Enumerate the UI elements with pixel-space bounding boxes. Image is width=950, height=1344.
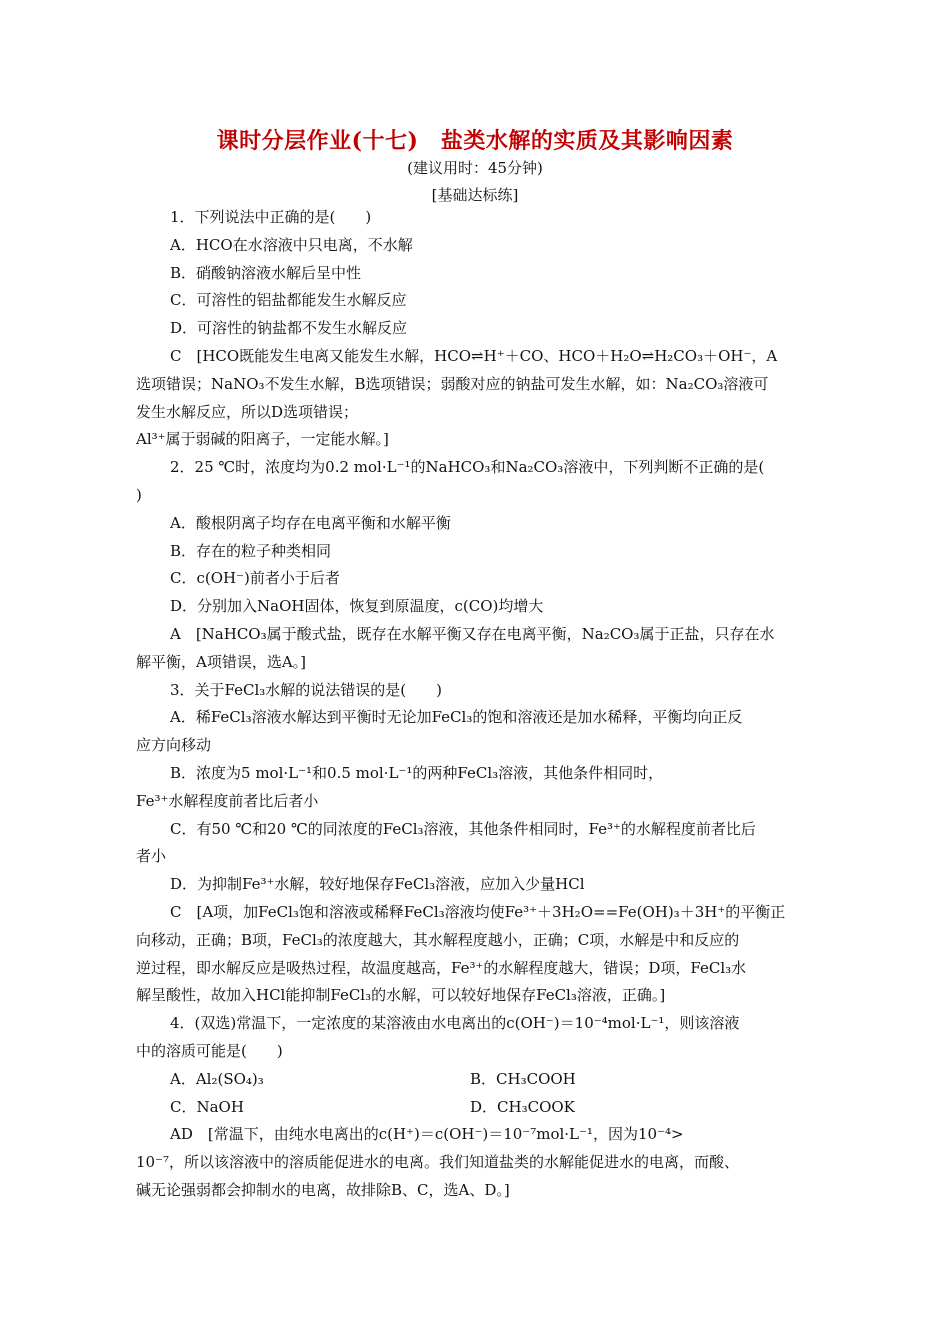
- time-hint: (建议用时：45分钟): [407, 159, 543, 177]
- q4-option-d: D．CH₃COOK: [470, 1097, 575, 1116]
- q4-answer-line: AD [常温下，由纯水电离出的c(H⁺)＝c(OH⁻)＝10⁻⁷mol·L⁻¹，因为10⁻⁴>: [170, 1125, 684, 1144]
- q3-option-line: A．稀FeCl₃溶液水解达到平衡时无论加FeCl₃的饱和溶液还是加水稀释，平衡均向正反: [170, 708, 743, 727]
- q1-stem: 1．下列说法中正确的是( ): [170, 208, 372, 226]
- q3-answer-line: 向移动，正确；B项，FeCl₃的浓度越大，其水解程度越小，正确；C项，水解是中和反应的: [136, 930, 740, 949]
- q3-option-line: D．为抑制Fe³⁺水解，较好地保存FeCl₃溶液，应加入少量HCl: [170, 875, 585, 894]
- q3-option-line: 者小: [136, 847, 167, 866]
- content: [136, 204, 816, 1205]
- q3-option-line: Fe³⁺水解程度前者比后者小: [136, 791, 319, 810]
- q1-answer-line: 选项错误；NaNO₃不发生水解，B选项错误；弱酸对应的钠盐可发生水解，如：Na₂CO₃溶液可: [136, 374, 769, 393]
- q2-option-d: D．分别加入NaOH固体，恢复到原温度，c(CO)均增大: [170, 597, 544, 616]
- q2-option-a: A．酸根阴离子均存在电离平衡和水解平衡: [170, 513, 451, 532]
- q3-option-line: 应方向移动: [136, 736, 212, 755]
- q4-answer-line: 10⁻⁷，所以该溶液中的溶质能促进水的电离。我们知道盐类的水解能促进水的电离，而酸、: [136, 1153, 740, 1172]
- q2-answer-line: A [NaHCO₃属于酸式盐，既存在水解平衡又存在电离平衡，Na₂CO₃属于正盐，只存在水: [170, 624, 775, 643]
- q2-option-b: B．存在的粒子种类相同: [170, 541, 332, 560]
- q3-stem: 3．关于FeCl₃水解的说法错误的是( ): [170, 680, 443, 699]
- q4-answer-line: 碱无论强弱都会抑制水的电离，故排除B、C，选A、D。]: [136, 1180, 510, 1199]
- q4-option-b: B．CH₃COOH: [470, 1069, 576, 1088]
- q2-option-c: C．c(OH⁻)前者小于后者: [170, 569, 340, 588]
- q1-answer-line: Al³⁺属于弱碱的阳离子，一定能水解。]: [136, 430, 389, 449]
- q1-option-b: B．硝酸钠溶液水解后呈中性: [170, 263, 362, 282]
- q4-stem-line: 中的溶质可能是( ): [136, 1041, 283, 1060]
- q4-option-c: C．NaOH: [170, 1097, 244, 1116]
- q1-option-d: D．可溶性的钠盐都不发生水解反应: [170, 319, 408, 338]
- q2-stem-line: ): [136, 485, 142, 504]
- q1-answer-line: C [HCO既能发生电离又能发生水解，HCO⇌H⁺＋CO、HCO＋H₂O⇌H₂CO₃＋OH⁻，A: [170, 346, 778, 365]
- q3-option-line: C．有50 ℃和20 ℃的同浓度的FeCl₃溶液，其他条件相同时，Fe³⁺的水解程度前者比后: [170, 819, 756, 838]
- q2-stem-line: 2．25 ℃时，浓度均为0.2 mol·L⁻¹的NaHCO₃和Na₂CO₃溶液中，下列判断不正确的是(: [170, 458, 765, 477]
- q4-stem-line: 4．(双选)常温下，一定浓度的某溶液由水电离出的c(OH⁻)＝10⁻⁴mol·L⁻¹，则该溶液: [170, 1014, 740, 1033]
- q3-option-line: B．浓度为5 mol·L⁻¹和0.5 mol·L⁻¹的两种FeCl₃溶液，其他条件相同时，: [170, 763, 664, 782]
- q1-option-a: A．HCO在水溶液中只电离，不水解: [170, 235, 413, 254]
- section-heading: [基础达标练]: [431, 186, 519, 204]
- q3-answer-line: 解呈酸性，故加入HCl能抑制FeCl₃的水解，可以较好地保存FeCl₃溶液，正确。]: [136, 986, 666, 1005]
- q4-options-row: [136, 1094, 816, 1122]
- page-title: 课时分层作业(十七) 盐类水解的实质及其影响因素: [216, 128, 734, 154]
- q3-answer-line: 逆过程，即水解反应是吸热过程，故温度越高，Fe³⁺的水解程度越大，错误；D项，FeCl₃水: [136, 958, 747, 977]
- q2-answer-line: 解平衡，A项错误，选A。]: [136, 652, 307, 671]
- q1-answer-line: 发生水解反应，所以D选项错误；: [136, 402, 359, 421]
- q4-option-a: A．Al₂(SO₄)₃: [170, 1069, 264, 1088]
- q1-option-c: C．可溶性的铝盐都能发生水解反应: [170, 291, 407, 310]
- q4-options-row: [136, 1066, 816, 1094]
- q3-answer-line: C [A项，加FeCl₃饱和溶液或稀释FeCl₃溶液均使Fe³⁺＋3H₂O==Fe(OH)₃＋3H⁺的平衡正: [170, 902, 786, 921]
